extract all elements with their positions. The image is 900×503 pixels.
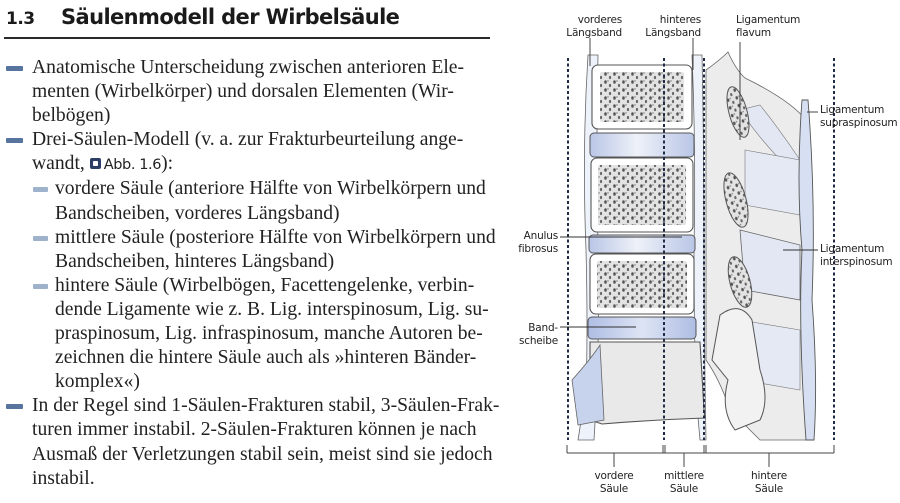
section-number: 1.3	[6, 9, 35, 29]
figure-reference-link[interactable]: Abb. 1.6	[103, 157, 162, 174]
text-line: dende Ligamente wie z. B. Lig. interspinosum, Lig. su-	[55, 298, 489, 320]
text-line: Bandscheiben, vorderes Längsband)	[55, 202, 340, 224]
text-line: komplex«)	[55, 371, 140, 393]
bullet-list	[0, 56, 500, 491]
list-item	[0, 56, 500, 128]
text-line: Bandscheiben, hinteres Längsband)	[55, 250, 335, 272]
label-ligamentum-supraspinosum: Ligamentum supraspinosum	[820, 104, 898, 129]
text-line: praspinosum, Lig. infraspinosum, manche Autoren be-	[55, 323, 483, 345]
bullet-marker-icon	[6, 138, 23, 143]
sub-bullet-marker-icon	[33, 236, 48, 241]
bullet-marker-icon	[6, 404, 23, 409]
list-item	[0, 274, 500, 394]
text-line: Drei-Säulen-Modell (v. a. zur Frakturbeurteilung ange-	[32, 129, 464, 151]
label-vorderes-laengsband: vorderes Längsband	[566, 14, 622, 39]
text-line: hintere Säule (Wirbelbögen, Facettengelenke, verbin-	[55, 274, 475, 296]
label-mittlere-saeule: mittlere Säule	[664, 470, 704, 495]
spine-column-figure	[505, 0, 900, 498]
bullet-marker-icon	[6, 66, 23, 71]
text-line: wandt, Abb. 1.6):	[32, 153, 174, 175]
section-heading	[6, 6, 492, 38]
column-bracket	[567, 445, 834, 467]
label-ligamentum-flavum: Ligamentum flavum	[736, 14, 801, 39]
label-bandscheibe: Band- scheibe	[518, 322, 558, 347]
label-anulus-fibrosus: Anulus fibrosus	[518, 230, 558, 255]
label-ligamentum-interspinosum: Ligamentum interspinosum	[820, 243, 893, 268]
list-item	[0, 177, 500, 225]
figure-reference-icon	[90, 158, 101, 169]
text-line: mittlere Säule (posteriore Hälfte von Wirbelkörpern und	[55, 226, 496, 248]
text-line: zeichnen die hintere Säule auch als »hinteren Bänder-	[55, 347, 477, 369]
section-title: Säulenmodell der Wirbelsäule	[61, 5, 400, 29]
text-line: turen immer instabil. 2-Säulen-Frakturen können je nach	[32, 419, 477, 441]
label-hintere-saeule: hintere Säule	[751, 470, 787, 495]
text-line: menten (Wirbelkörper) und dorsalen Elementen (Wir-	[32, 81, 454, 103]
label-hinteres-laengsband: hinteres Längsband	[645, 14, 701, 39]
text-line: Anatomische Unterscheidung zwischen anterioren Ele-	[32, 57, 464, 78]
heading-rule	[4, 37, 490, 39]
text-line: belbögen)	[32, 105, 111, 127]
list-item	[0, 394, 500, 490]
list-item	[0, 226, 500, 274]
sub-bullet-marker-icon	[33, 187, 48, 192]
label-vordere-saeule: vordere Säule	[594, 470, 634, 495]
text-line: vordere Säule (anteriore Hälfte von Wirbelkörpern und	[55, 178, 486, 200]
text-line: In der Regel sind 1-Säulen-Frakturen stabil, 3-Säulen-Frak-	[32, 395, 500, 417]
list-item	[0, 128, 500, 177]
sub-bullet-marker-icon	[33, 284, 48, 289]
text-line: Ausmaß der Verletzungen stabil sein, meist sind sie jedoch	[32, 443, 493, 465]
text-line: instabil.	[32, 467, 95, 489]
